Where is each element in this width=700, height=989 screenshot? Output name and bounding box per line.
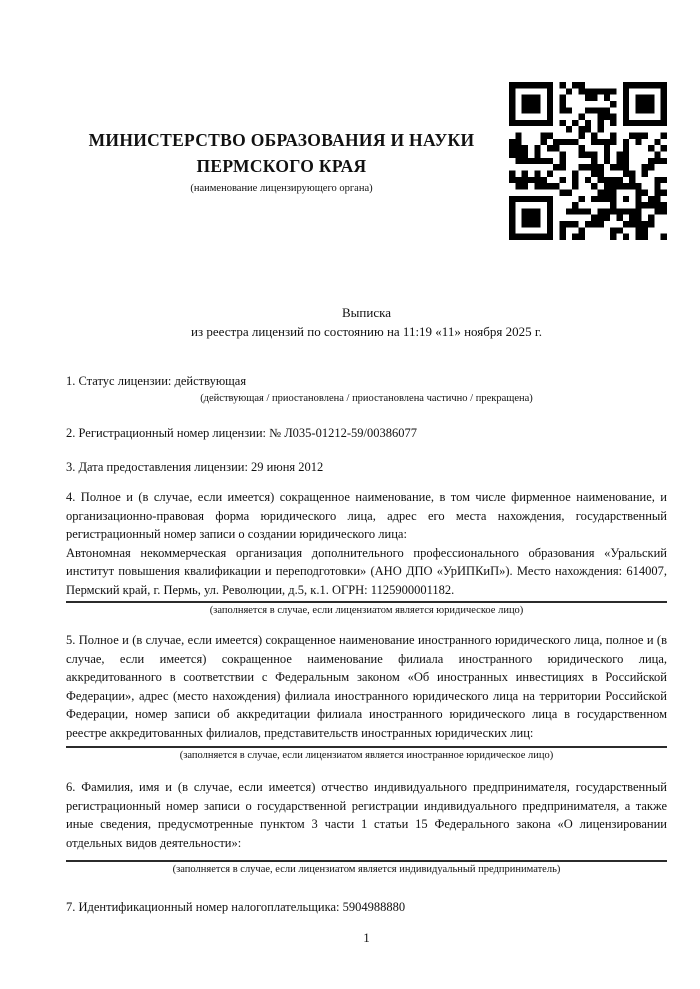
legal-entity-item: [66, 488, 667, 599]
taxpayer-id-item: 7. Идентификационный номер налогоплательщика: 5904988880: [66, 900, 406, 914]
page-number: 1: [363, 930, 370, 945]
title-line1: Выписка: [342, 305, 391, 320]
qr-code: [509, 82, 667, 240]
entrepreneur-item: 6. Фамилия, имя и (в случае, если имеется) отчество индивидуального предпринимателя, государственный регистрационный номер записи о государственной регистрации индивидуального предпринимателя, а также иные сведения, предусмотренные пунктом 3 части 1 статьи 15 Федерального закона «О лицензировании отдельных видов деятельности»:: [66, 780, 667, 850]
title-line2: из реестра лицензий по состоянию на 11:19 «11» ноября 2025 г.: [191, 324, 542, 339]
license-date-item: 3. Дата предоставления лицензии: 29 июня 2012: [66, 460, 324, 474]
ministry-name-line2: ПЕРМСКОГО КРАЯ: [196, 155, 367, 176]
registration-number-item: 2. Регистрационный номер лицензии: № Л035-01212-59/00386077: [66, 426, 417, 440]
license-status-item: 1. Статус лицензии: действующая: [66, 374, 247, 388]
legal-entity-question: 4. Полное и (в случае, если имеется) сокращенное наименование, в том числе фирменное наименование, и организационно-правовая форма юридического лица, адрес его места нахождения, государственный регистрационный номер записи о создании юридического лица:: [66, 490, 667, 541]
legal-entity-note: (заполняется в случае, если лицензиатом является юридическое лицо): [209, 605, 524, 616]
licensing-authority-block: [66, 127, 509, 196]
licensing-authority-caption: (наименование лицензирующего органа): [190, 182, 373, 194]
ministry-name-line1: МИНИСТЕРСТВО ОБРАЗОВАНИЯ И НАУКИ: [88, 129, 475, 150]
document-title: [66, 303, 667, 341]
legal-entity-value: Автономная некоммерческая организация дополнительного профессионального образования «Уральский институт повышения квалификации и переподготовки» (АНО ДПО «УрИПКиП»). Место нахождения: 614007, Пермский край, г. Пермь, ул. Революции, д.5, к.1. ОГРН: 1125900001182.: [66, 545, 667, 597]
foreign-entity-item: 5. Полное и (в случае, если имеется) сокращенное наименование иностранного юридического лица, полное и (в случае, если имеется) сокращенное наименование филиала иностранного юридического лица, аккредитованного в соответствии с Федеральным законом «Об иностранных инвестициях в Российской Федерации», адрес (место нахождения) филиала иностранного юридического лица на территории Российской Федерации, номер записи об аккредитации филиала иностранного юридического лица в государственном реестре аккредитованных филиалов, представительств иностранных юридических лиц:: [66, 633, 667, 740]
entrepreneur-note: (заполняется в случае, если лицензиатом является индивидуальный предприниматель): [172, 864, 561, 875]
foreign-entity-note: (заполняется в случае, если лицензиатом является иностранное юридическое лицо): [179, 750, 554, 761]
document-header: [66, 82, 667, 240]
license-status-options-note: (действующая / приостановлена / приостановлена частично / прекращена): [200, 393, 533, 404]
